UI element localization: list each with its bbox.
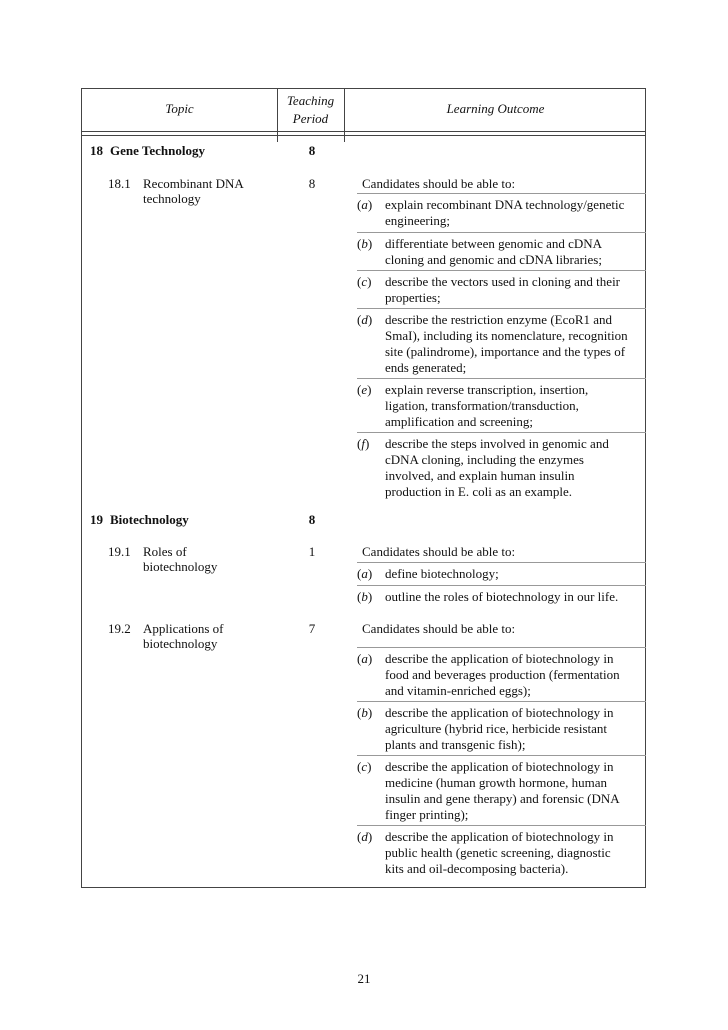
outcome-label: (c) (357, 759, 372, 774)
outcome-text: define biotechnology; (385, 566, 499, 581)
subtopic-title: Applications of (143, 621, 224, 636)
outcome-separator (357, 432, 646, 433)
outcome-intro: Candidates should be able to: (362, 544, 516, 559)
outcome-label: (b) (357, 589, 373, 604)
outcome-separator (357, 232, 646, 233)
outcome-text: outline the roles of biotechnology in our life. (385, 589, 619, 604)
outcome-label: (a) (357, 197, 373, 212)
subtopic-title: Roles of (143, 544, 187, 559)
period-header-line1: Teaching (286, 93, 335, 108)
outcome-separator (357, 308, 646, 309)
outcome-label: (d) (357, 829, 373, 844)
outcome-label: (b) (357, 705, 373, 720)
subtopic-title: Recombinant DNA (143, 176, 244, 191)
outcome-label: (a) (357, 651, 373, 666)
outcome-text: explain recombinant DNA technology/genetic engineering; (385, 197, 625, 228)
subtopic-period: 7 (308, 621, 316, 636)
outcome-label: (b) (357, 236, 373, 251)
subtopic-number: 19.1 (108, 544, 131, 559)
subtopic-period: 1 (308, 544, 316, 559)
section-title: Gene Technology (110, 143, 205, 158)
section-period: 8 (308, 143, 316, 158)
header-rule (82, 131, 645, 132)
topic-header: Topic (165, 101, 194, 116)
outcome-separator (357, 562, 646, 563)
outcome-text: differentiate between genomic and cDNA cloning and genomic and cDNA libraries; (385, 236, 603, 267)
outcome-text: describe the application of biotechnology in public health (genetic screening, diagnostic kits and oil-decomposing bacteria). (385, 829, 614, 876)
section-title: Biotechnology (110, 512, 189, 527)
outcome-separator (357, 825, 646, 826)
outcome-text: describe the restriction enzyme (EcoR1 and SmaI), including its nomenclature, recognition site (palindrome), importance and the types of ends generated; (385, 312, 628, 375)
outcome-label: (f) (357, 436, 370, 451)
subtopic-number: 19.2 (108, 621, 131, 636)
outcome-separator (357, 701, 646, 702)
outcome-text: describe the application of biotechnology in agriculture (hybrid rice, herbicide resistant plants and transgenic fish); (385, 705, 614, 752)
outcome-label: (e) (357, 382, 372, 397)
outcome-text: describe the vectors used in cloning and their properties; (385, 274, 621, 305)
outcome-separator (357, 270, 646, 271)
outcome-separator (357, 647, 646, 648)
outcome-text: describe the application of biotechnology in food and beverages production (fermentation and vitamin-enriched eggs); (385, 651, 620, 698)
outcome-label: (c) (357, 274, 372, 289)
subtopic-period: 8 (308, 176, 316, 191)
outcome-text: explain reverse transcription, insertion, ligation, transformation/transduction, amplification and screening; (385, 382, 589, 429)
subtopic-title: biotechnology (143, 636, 218, 651)
outcome-header: Learning Outcome (446, 101, 545, 116)
header-rule (82, 135, 645, 136)
subtopic-title: technology (143, 191, 201, 206)
subtopic-title: biotechnology (143, 559, 218, 574)
subtopic-number: 18.1 (108, 176, 131, 191)
outcome-separator (357, 193, 646, 194)
outcome-label: (d) (357, 312, 373, 327)
section-period: 8 (308, 512, 316, 527)
section-number: 18 (90, 143, 103, 158)
outcome-text: describe the steps involved in genomic and cDNA cloning, including the enzymes involved, and explain human insulin production in E. coli as an example. (385, 436, 609, 499)
outcome-label: (a) (357, 566, 373, 581)
outcome-separator (357, 378, 646, 379)
outcome-separator (357, 755, 646, 756)
outcome-intro: Candidates should be able to: (362, 621, 516, 636)
outcome-intro: Candidates should be able to: (362, 176, 516, 191)
outcome-text: describe the application of biotechnology in medicine (human growth hormone, human insulin and gene therapy) and forensic (DNA finger printing); (385, 759, 620, 822)
page-number: 21 (357, 971, 371, 986)
period-header-line2: Period (292, 111, 329, 126)
section-number: 19 (90, 512, 103, 527)
outcome-separator (357, 585, 646, 586)
